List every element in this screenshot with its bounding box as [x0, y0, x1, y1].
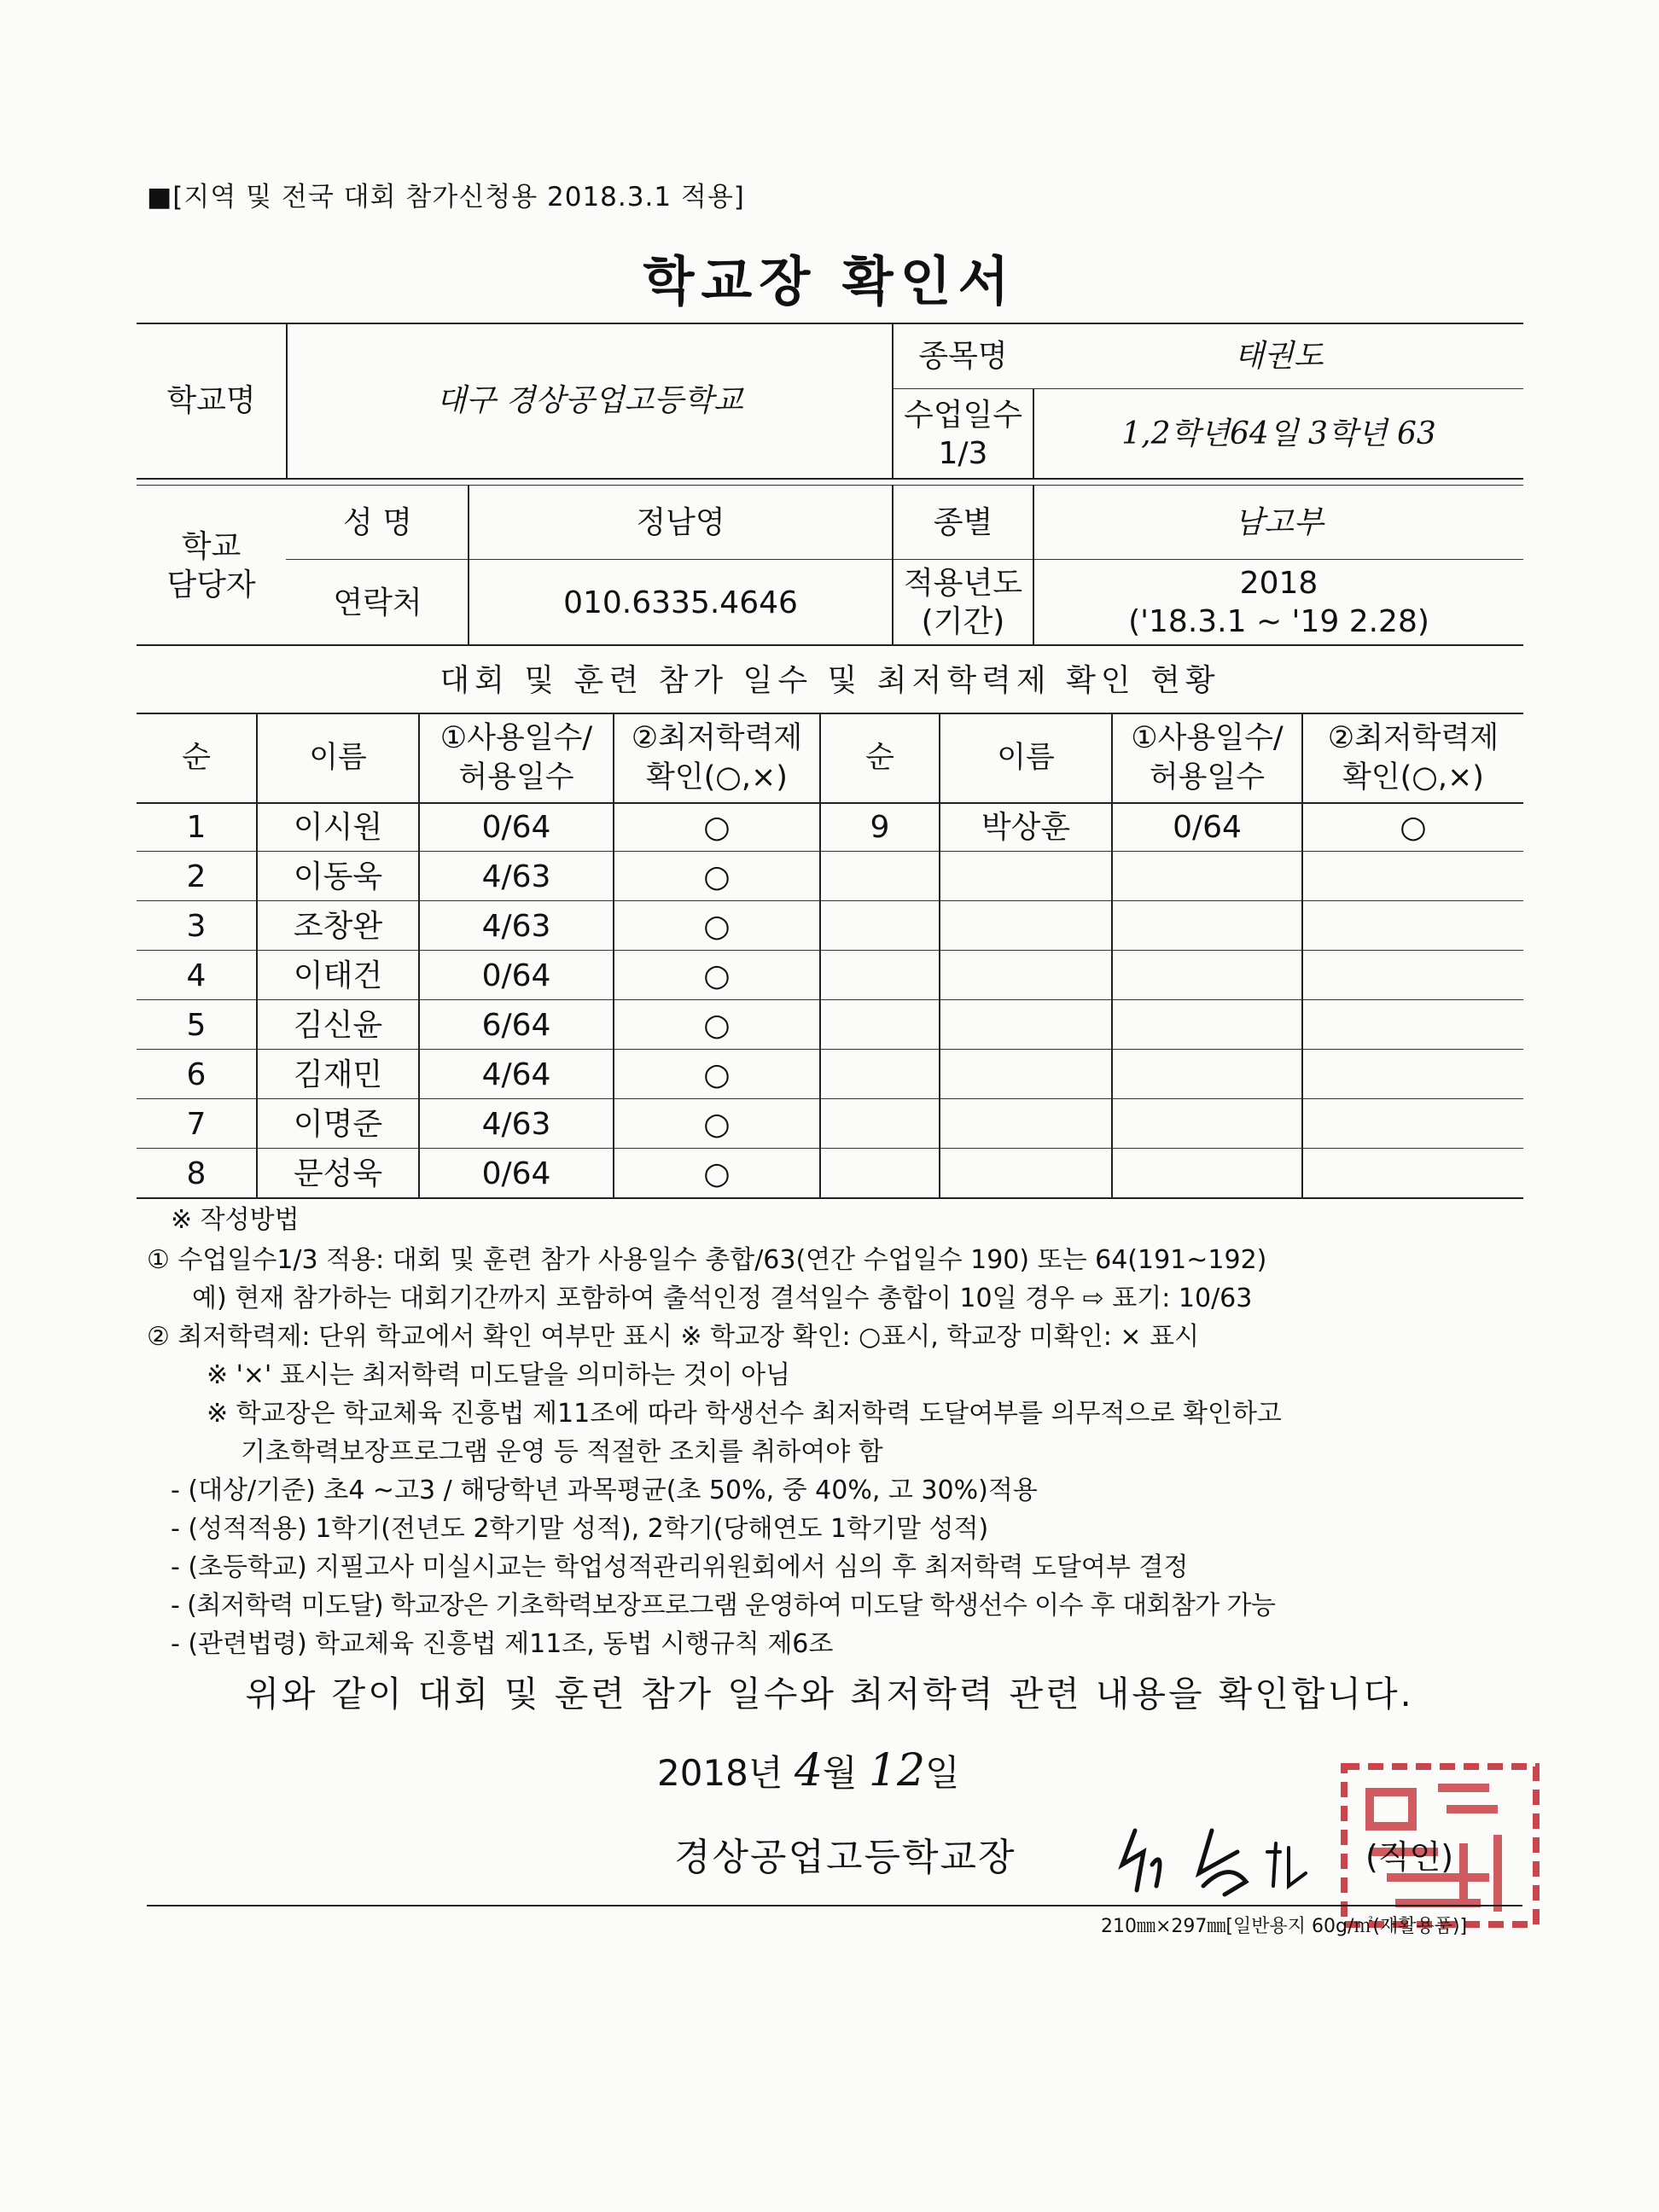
school-name-value: 대구 경상공업고등학교	[436, 382, 743, 418]
row-order: 7	[186, 1107, 207, 1142]
row-days: 4/64	[481, 1057, 551, 1092]
date-day-unit: 일	[925, 1752, 960, 1794]
col-header-days-right: ①사용일수/ 허용일수	[1131, 721, 1284, 795]
row-order: 9	[870, 810, 890, 845]
note-line: ※ '×' 표시는 최저학력 미도달을 의미하는 것이 아님	[207, 1360, 791, 1390]
row-academic-check: ○	[703, 859, 731, 894]
row-academic-check: ○	[703, 1156, 731, 1191]
row-days: 0/64	[481, 810, 551, 845]
school-name-label: 학교명	[166, 382, 256, 418]
contact-name-value: 정남영	[636, 505, 725, 540]
sport-value: 태권도	[1234, 339, 1324, 374]
row-academic-check: ○	[703, 958, 731, 993]
note-line: - (초등학교) 지필고사 미실시교는 학업성적관리위원회에서 심의 후 최저학력 도달여부 결정	[171, 1552, 1189, 1582]
date-month: 4	[794, 1745, 823, 1796]
paper-spec: 210㎜×297㎜[일반용지 60g/㎡(재활용품)]	[1101, 1916, 1468, 1937]
row-order: 6	[186, 1057, 207, 1092]
contact-phone-value: 010.6335.4646	[563, 585, 798, 620]
confirmation-date	[657, 1745, 960, 1796]
row-name: 김재민	[293, 1057, 383, 1092]
row-order: 4	[186, 958, 207, 993]
class-days-value: 1,2학년64일 3학년 63	[1121, 416, 1436, 451]
note-line: - (성적적용) 1학기(전년도 2학기말 성적), 2학기(당해연도 1학기말 성적)	[171, 1514, 989, 1544]
row-academic-check: ○	[703, 909, 731, 944]
row-order: 1	[186, 810, 207, 845]
note-line: 기초학력보장프로그램 운영 등 적절한 조치를 취하여야 함	[241, 1437, 883, 1467]
division-value: 남고부	[1234, 505, 1324, 540]
notes-heading: ※ 작성방법	[171, 1205, 300, 1235]
note-line: - (최저학력 미도달) 학교장은 기초학력보장프로그램 운영하여 미도달 학생선수 이수 후 대회참가 가능	[171, 1591, 1276, 1621]
row-days: 0/64	[481, 1156, 551, 1191]
col-header-academic-right: ②최저학력제 확인(○,×)	[1327, 721, 1499, 795]
contact-name-label: 성 명	[343, 505, 412, 540]
contact-group-label: 학교 담당자	[166, 528, 256, 602]
row-days: 4/63	[481, 859, 551, 894]
status-table-title: 대회 및 훈련 참가 일수 및 최저학력제 확인 현황	[439, 662, 1220, 698]
row-name: 문성욱	[293, 1156, 383, 1191]
seal-label: (직인)	[1365, 1838, 1454, 1876]
note-line: - (관련법령) 학교체육 진흥법 제11조, 동법 시행규칙 제6조	[171, 1629, 834, 1659]
row-days: 4/63	[481, 1107, 551, 1142]
row-academic-check: ○	[703, 810, 731, 845]
col-header-name-right: 이름	[997, 740, 1055, 775]
form-type-header: ■[지역 및 전국 대회 참가신청용 2018.3.1 적용]	[147, 182, 745, 212]
row-name: 이시원	[293, 810, 383, 845]
footer-divider	[147, 1905, 1522, 1906]
row-order: 8	[186, 1156, 207, 1191]
note-line: ① 수업일수1/3 적용: 대회 및 훈련 참가 사용일수 총합/63(연간 수업일수 190) 또는 64(191~192)	[147, 1245, 1267, 1275]
confirmation-statement: 위와 같이 대회 및 훈련 참가 일수와 최저학력 관련 내용을 확인합니다.	[245, 1674, 1414, 1714]
row-name: 이태건	[293, 958, 383, 993]
note-line: 예) 현재 참가하는 대회기간까지 포함하여 출석인정 결석일수 총합이 10일 경우 ⇨ 표기: 10/63	[192, 1284, 1253, 1313]
principal-name: 경상공업고등학교장	[674, 1836, 1016, 1879]
date-month-unit: 월	[822, 1752, 858, 1794]
row-name: 이동욱	[293, 859, 383, 894]
row-days: 0/64	[1173, 810, 1242, 845]
row-days: 6/64	[481, 1008, 551, 1043]
row-academic-check: ○	[703, 1057, 731, 1092]
row-name: 이명준	[293, 1107, 383, 1142]
row-academic-check: ○	[1400, 810, 1427, 845]
note-line: - (대상/기준) 초4 ~고3 / 해당학년 과목평균(초 50%, 중 40%, 고 30%)적용	[171, 1476, 1038, 1505]
col-header-name: 이름	[309, 740, 367, 775]
row-name: 김신윤	[293, 1008, 383, 1043]
row-order: 2	[186, 859, 207, 894]
year-label: 적용년도 (기간)	[903, 566, 1023, 639]
contact-phone-label: 연락처	[333, 585, 422, 620]
date-day: 12	[868, 1745, 926, 1796]
date-year: 2018년	[657, 1752, 783, 1794]
row-academic-check: ○	[703, 1008, 731, 1043]
col-header-days: ①사용일수/ 허용일수	[439, 721, 593, 795]
col-header-academic: ②최저학력제 확인(○,×)	[631, 721, 803, 795]
note-line: ※ 학교장은 학교체육 진흥법 제11조에 따라 학생선수 최저학력 도달여부를 의무적으로 확인하고	[207, 1399, 1282, 1429]
col-header-order: 순	[182, 740, 211, 775]
document-title: 학교장 확인서	[643, 250, 1016, 312]
row-days: 0/64	[481, 958, 551, 993]
row-name: 박상훈	[981, 810, 1071, 845]
class-days-label: 수업일수 1/3	[903, 397, 1023, 471]
row-order: 3	[186, 909, 207, 944]
col-header-order-right: 순	[865, 740, 894, 775]
row-days: 4/63	[481, 909, 551, 944]
row-name: 조창완	[293, 909, 383, 944]
row-academic-check: ○	[703, 1107, 731, 1142]
year-value: 2018 ('18.3.1 ~ '19 2.28)	[1128, 566, 1429, 639]
row-order: 5	[186, 1008, 207, 1043]
sport-label: 종목명	[918, 339, 1008, 374]
note-line: ② 최저학력제: 단위 학교에서 확인 여부만 표시 ※ 학교장 확인: ○표시, 학교장 미확인: × 표시	[147, 1322, 1200, 1352]
division-label: 종별	[933, 505, 993, 540]
